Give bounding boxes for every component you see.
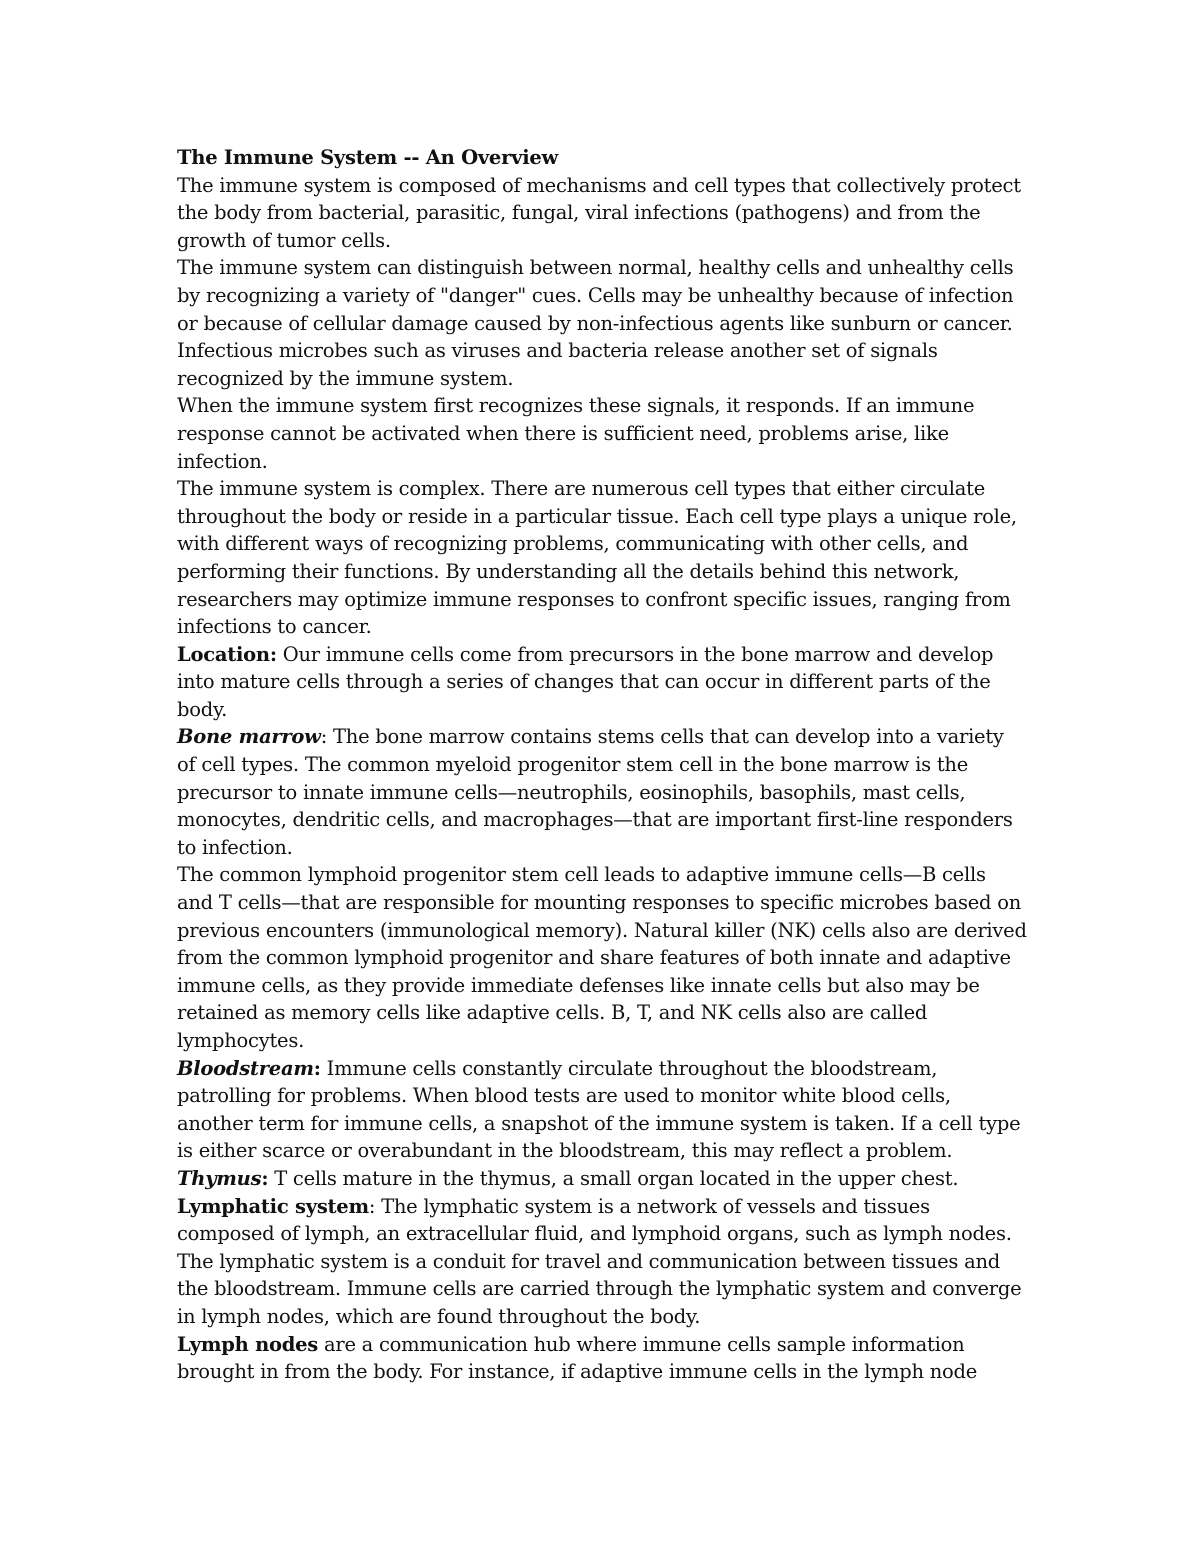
lymphatic-text: : The lymphatic system is a network of vessels and tissues composed of lymph, an extracellular fluid, and lymphoid organs, such as lymph nodes. The lymphatic system is a conduit for travel and communication between tissues and the bloodstream. Immune cells are carried through the lymphatic system and converge in lymph nodes, which are found throughout the body. [177, 1194, 1022, 1328]
paragraph-location [177, 641, 1027, 724]
title-text: The Immune System -- An Overview [177, 146, 559, 169]
bone-marrow-heading: Bone marrow [177, 725, 321, 749]
lymphatic-heading: Lymphatic system [177, 1194, 369, 1218]
paragraph-complexity: The immune system is complex. There are numerous cell types that either circulate throughout the body or reside in a particular tissue. Each cell type plays a unique role, with different ways of recognizing problems, communicating with other cells, and performing their functions. By understanding all the details behind this network, researchers may optimize immune responses to confront specific issues, ranging from infections to cancer. [177, 477, 1017, 639]
paragraph-lymphatic-system [177, 1193, 1027, 1331]
location-text: Our immune cells come from precursors in the bone marrow and develop into mature cells through a series of changes that can occur in different parts of the body. [177, 642, 994, 721]
paragraph-lymphoid: The common lymphoid progenitor stem cell leads to adaptive immune cells—B cells and T cells—that are responsible for mounting responses to specific microbes based on previous encounters (immunological memory). Natural killer (NK) cells also are derived from the common lymphoid progenitor and share features of both innate and adaptive immune cells, as they provide immediate defenses like innate cells but also may be retained as memory cells like adaptive cells. B, T, and NK cells also are called lymphocytes. [177, 863, 1027, 1052]
bloodstream-heading: Bloodstream [177, 1056, 314, 1080]
document-title [177, 144, 1027, 172]
lymph-nodes-heading: Lymph nodes [177, 1332, 319, 1356]
paragraph-lymph-nodes [177, 1331, 1027, 1386]
paragraph-danger-cues: The immune system can distinguish between normal, healthy cells and unhealthy cells by recognizing a variety of "danger" cues. Cells may be unhealthy because of infection or because of cellular damage caused by non-infectious agents like sunburn or cancer. Infectious microbes such as viruses and bacteria release another set of signals recognized by the immune system. [177, 256, 1014, 390]
paragraph-thymus [177, 1165, 1027, 1193]
thymus-heading: Thymus [177, 1166, 262, 1190]
paragraph-bone-marrow [177, 723, 1027, 861]
bone-marrow-text: : The bone marrow contains stems cells that can develop into a variety of cell types. The common myeloid progenitor stem cell in the bone marrow is the precursor to innate immune cells—neutrophils, eosinophils, basophils, mast cells, monocytes, dendritic cells, and macrophages—that are important first-line responders to infection. [177, 725, 1013, 859]
location-heading: Location: [177, 642, 277, 666]
paragraph-bloodstream [177, 1055, 1027, 1165]
bloodstream-colon: : [313, 1056, 321, 1080]
lymph-nodes-text: are a communication hub where immune cells sample information brought in from the body. For instance, if adaptive immune cells in the lymph node [177, 1332, 978, 1384]
document-page [177, 144, 1027, 1386]
bloodstream-text: Immune cells constantly circulate throughout the bloodstream, patrolling for problems. When blood tests are used to monitor white blood cells, another term for immune cells, a snapshot of the immune system is taken. If a cell type is either scarce or overabundant in the bloodstream, this may reflect a problem. [177, 1056, 1021, 1163]
thymus-colon: : [261, 1166, 269, 1190]
thymus-text: T cells mature in the thymus, a small organ located in the upper chest. [268, 1166, 959, 1190]
paragraph-response: When the immune system first recognizes these signals, it responds. If an immune response cannot be activated when there is sufficient need, problems arise, like infection. [177, 394, 975, 473]
paragraph-intro: The immune system is composed of mechanisms and cell types that collectively protect the body from bacterial, parasitic, fungal, viral infections (pathogens) and from the growth of tumor cells. [177, 173, 1021, 252]
